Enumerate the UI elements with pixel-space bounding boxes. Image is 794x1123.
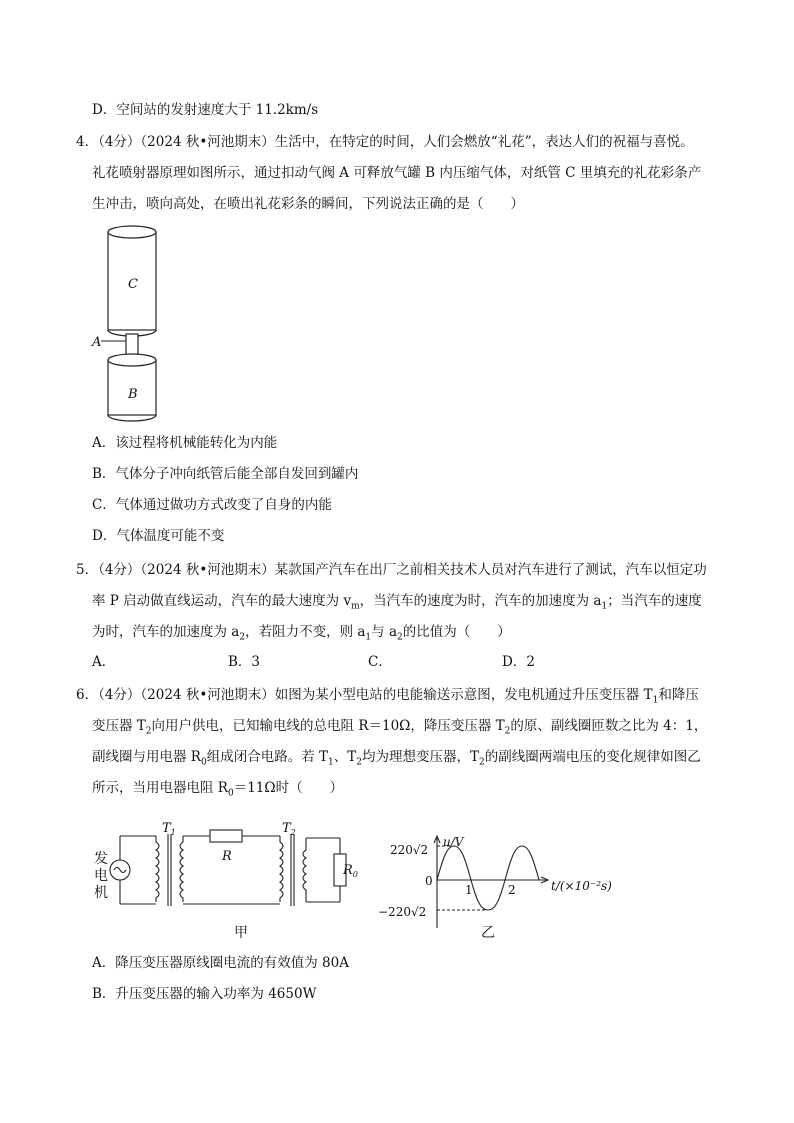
- q6-stem-line2: 变压器 $T_2$向用户供电，已知输电线的总电阻 R＝10Ω，降压变压器 $T_2$的原、副线圈匝数之比为 4：1，: [92, 718, 708, 737]
- gen-label-1: 发: [94, 851, 108, 867]
- q3-option-d: D．空间站的发射速度大于 11.2km/s: [92, 102, 319, 118]
- q4-option-b: B．气体分子冲向纸管后能全部自发回到罐内: [92, 466, 359, 482]
- graph-ytick-zero: 0: [425, 874, 433, 888]
- graph-ylabel: u/V: [443, 835, 464, 849]
- q4-option-d: D．气体温度可能不变: [92, 528, 225, 544]
- q6-option-a: A．降压变压器原线圈电流的有效值为 80A: [92, 955, 349, 971]
- r-label: R: [222, 849, 232, 864]
- q5-stem-line3: 为时，汽车的加速度为 $a_2$，若阻力不变，则 $a_1$与 $a_2$的比值为（ ）: [92, 624, 511, 643]
- q5-stem-line1: 5．（4分）（2024 秋•河池期末）某款国产汽车在出厂之前相关技术人员对汽车进行了测试，汽车以恒定功: [76, 562, 707, 578]
- graph-xlabel: t/(×10⁻²s): [551, 879, 612, 893]
- label-a: A: [92, 335, 102, 350]
- graph-ytick-top: 220√2: [390, 843, 429, 857]
- q5-option-c: C．: [368, 654, 392, 670]
- voltage-graph: [375, 832, 625, 944]
- gen-label-2: 电: [94, 868, 108, 884]
- q5-option-d: D．2: [502, 654, 535, 670]
- q6-stem-line4: 所示，当用电器电阻 $R_0=11\Omega$时（ ）: [92, 780, 344, 799]
- label-c: C: [128, 277, 138, 292]
- q4-option-a: A．该过程将机械能转化为内能: [92, 435, 278, 451]
- q4-stem-line1: 4．（4分）（2024 秋•河池期末）生活中，在特定的时间，人们会燃放“礼花”，表达人们的祝福与喜悦。: [76, 134, 694, 150]
- label-b: B: [128, 387, 138, 402]
- q6-option-b: B．升压变压器的输入功率为 4650W: [92, 986, 317, 1002]
- graph-xtick-1: 1: [465, 883, 473, 897]
- q5-option-a: A．: [92, 654, 116, 670]
- q5-option-b: B．3: [228, 654, 261, 670]
- q4-option-c: C．气体通过做功方式改变了自身的内能: [92, 497, 332, 513]
- t2-label: $T_2$: [282, 821, 296, 837]
- circuit-diagram: [90, 820, 370, 945]
- graph-xtick-2: 2: [508, 883, 516, 897]
- q4-stem-line3: 生冲击，喷向高处，在喷出礼花彩条的瞬间，下列说法正确的是（ ）: [92, 196, 524, 212]
- caption-yi: 乙: [481, 925, 495, 941]
- q4-figure: [88, 222, 168, 422]
- caption-jia: 甲: [234, 925, 248, 941]
- r0-label: $R_0$: [343, 863, 358, 879]
- gen-label-3: 机: [94, 885, 108, 901]
- q6-stem-line1: 6．（4分）（2024 秋•河池期末）如图为某小型电站的电能输送示意图，发电机通过升压变压器 $T_1$和降压: [76, 687, 699, 706]
- q6-stem-line3: 副线圈与用电器 $R_0$组成闭合电路。若 $T_1$、$T_2$均为理想变压器，$T_2$的副线圈两端电压的变化规律如图乙: [92, 749, 701, 768]
- graph-ytick-bottom: −220√2: [378, 905, 427, 919]
- q4-stem-line2: 礼花喷射器原理如图所示，通过扣动气阀 A 可释放气罐 B 内压缩气体，对纸管 C 里填充的礼花彩条产: [92, 165, 702, 181]
- t1-label: $T_1$: [162, 821, 176, 837]
- q5-stem-line2: 率 P 启动做直线运动，汽车的最大速度为 $v_m$，当汽车的速度为时，汽车的加速度为 $a_1$；当汽车的速度: [92, 593, 702, 612]
